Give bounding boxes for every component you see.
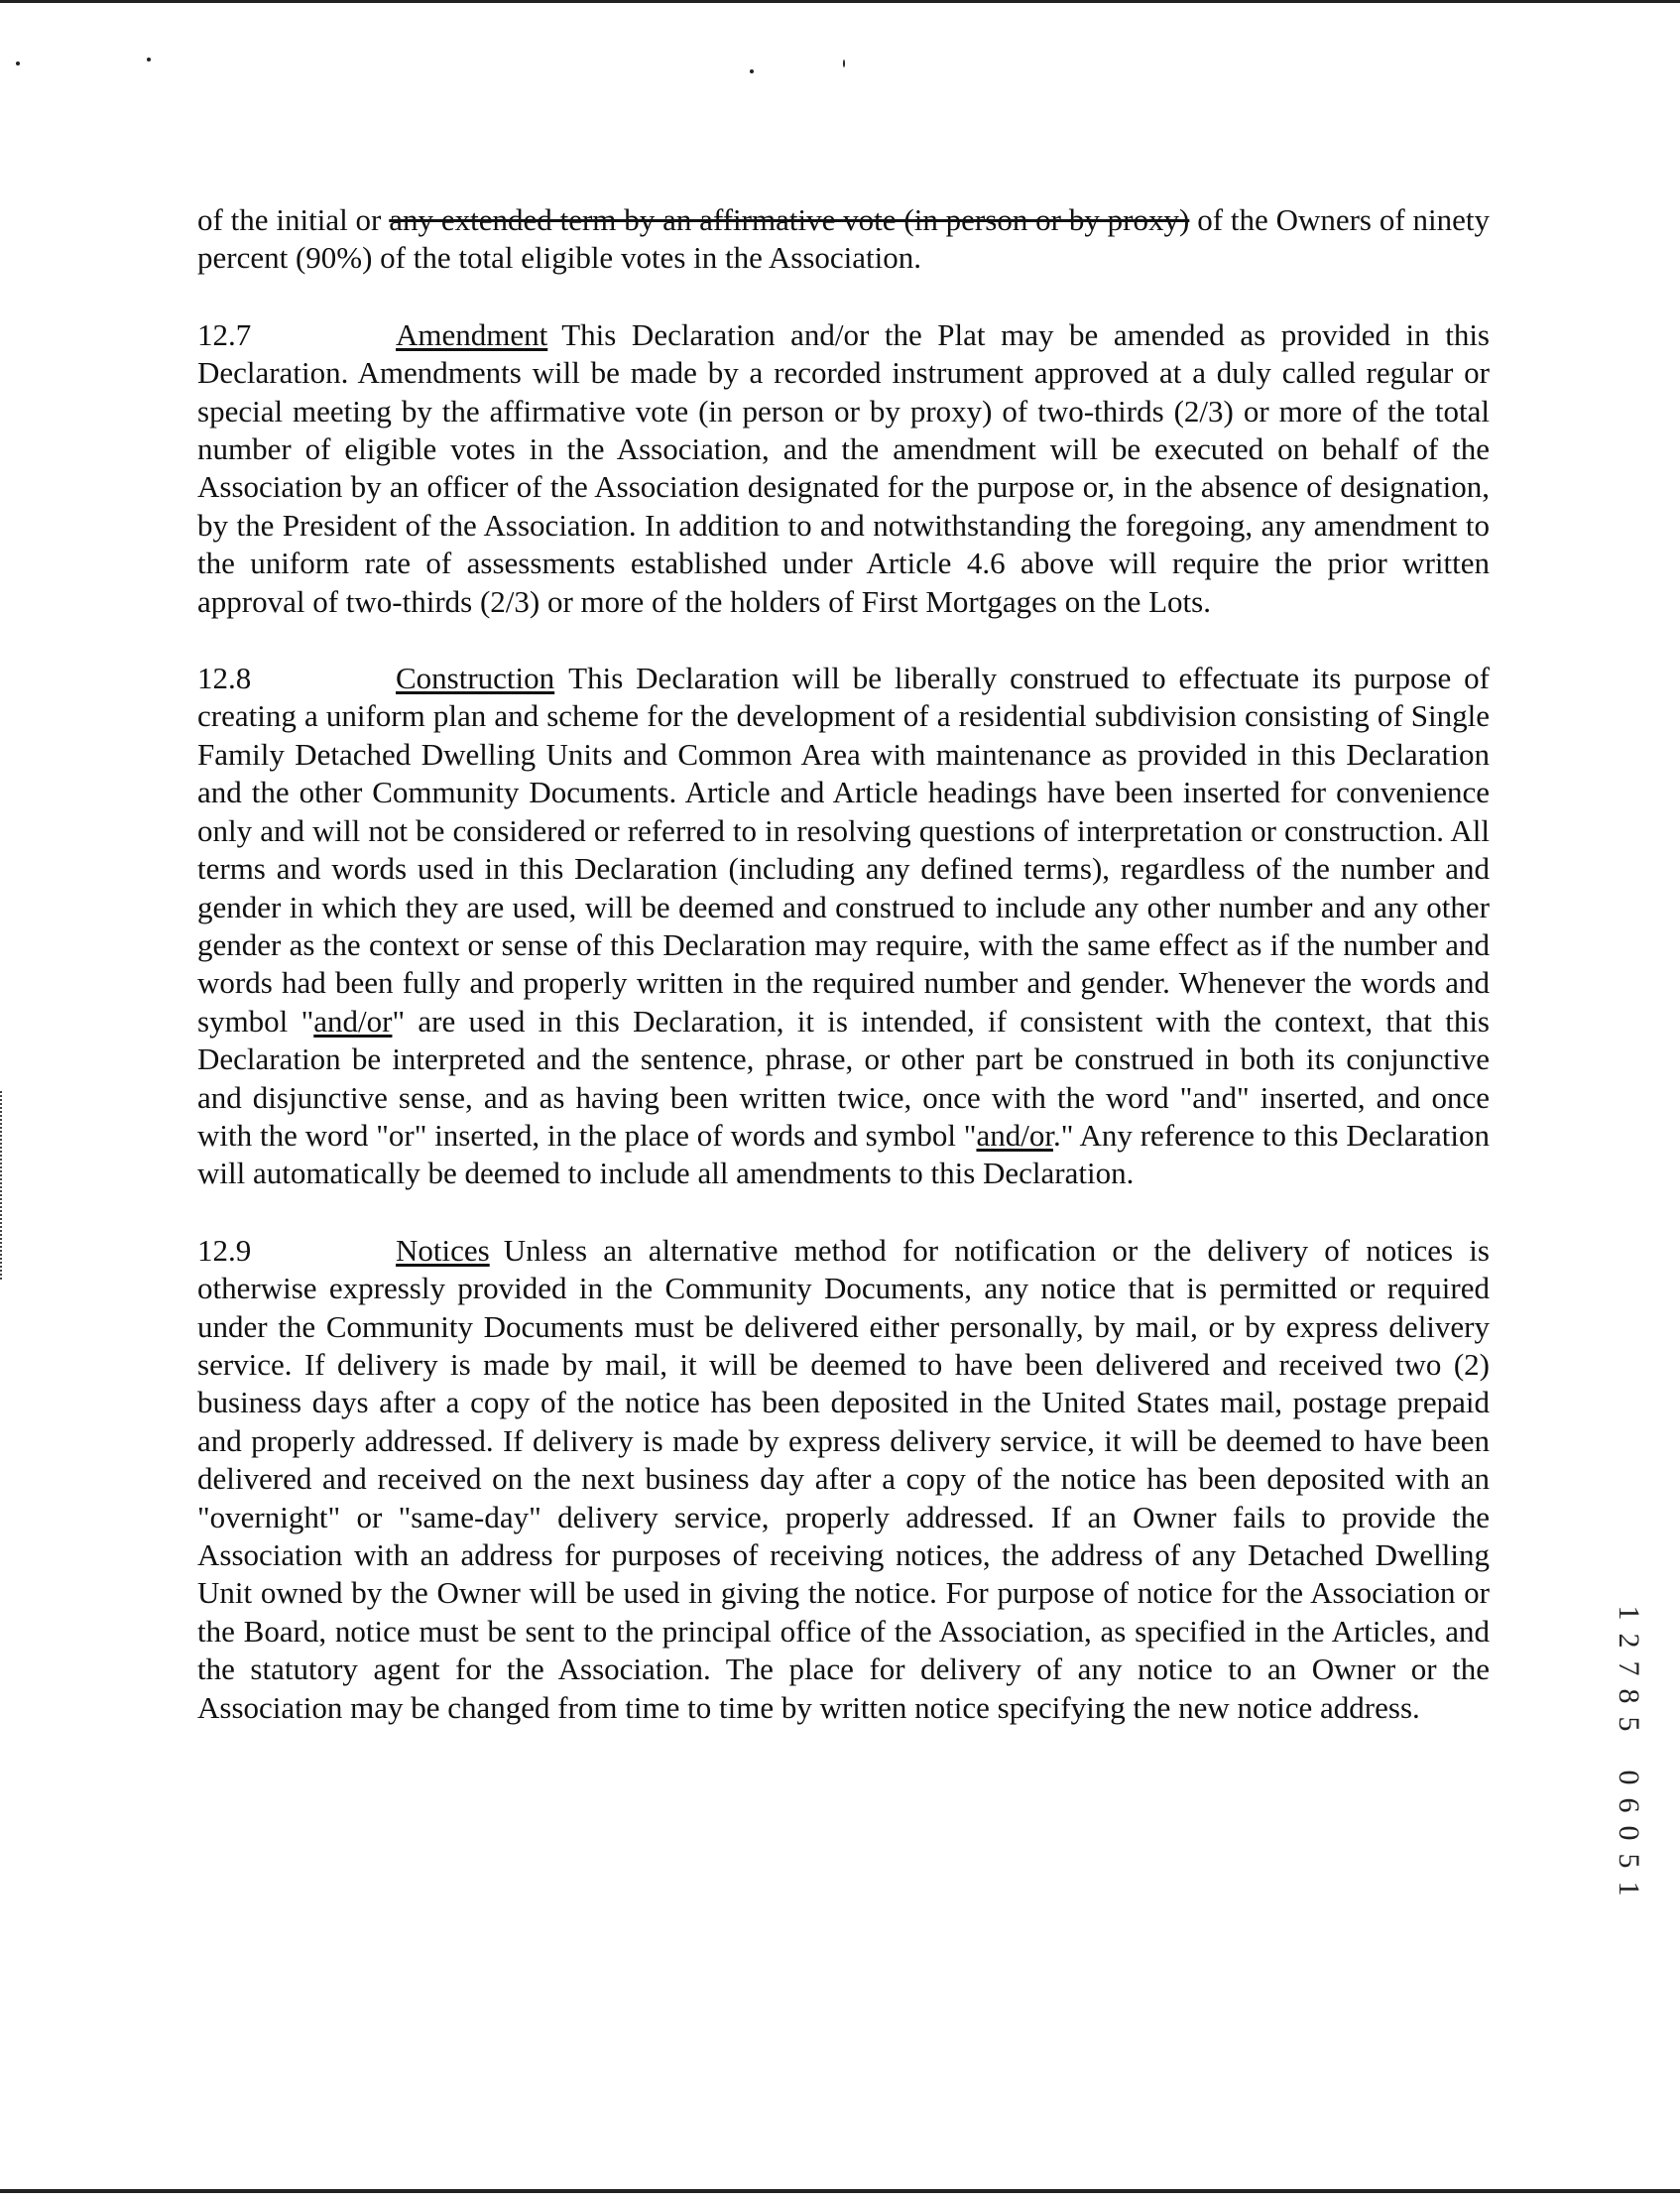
intro-text-end: of the Owners of ninety percent (90%) of the total eligible votes in the Association. xyxy=(197,202,1491,276)
stamp-digit: 1 xyxy=(1613,1881,1645,1896)
section-heading: Notices xyxy=(396,1232,490,1268)
top-border xyxy=(0,0,1680,3)
intro-paragraph xyxy=(197,201,1490,278)
section-12-9 xyxy=(197,1232,1490,1727)
bottom-border xyxy=(0,2189,1680,2193)
stamp-digit: 0 xyxy=(1613,1770,1645,1785)
section-body: ." Any reference to this Declaration will automatically be deemed to include all amendments to this Declaration. xyxy=(197,1117,1491,1191)
document-body xyxy=(197,201,1490,1727)
section-12-8 xyxy=(197,660,1490,1193)
stamp-digit: 1 xyxy=(1613,1605,1645,1621)
section-body: Unless an alternative method for notification or the delivery of notices is otherwise expressly provided in the Community Documents, any notice that is permitted or required under the Community Documents must be delivered either personally, by mail, or by express delivery service. If delivery is made by mail, it will be deemed to have been delivered and received two (2) business days after a copy of the notice has been deposited in the United States mail, postage prepaid and properly addressed. If delivery is made by express delivery service, it will be deemed to have been delivered and received on the next business day after a copy of the notice has been deposited with an "overnight" or "same-day" delivery service, properly addressed. If an Owner fails to provide the Association with an address for purposes of receiving notices, the address of any Detached Dwelling Unit owned by the Owner will be used in giving the notice. For purpose of notice for the Association or the Board, notice must be sent to the principal office of the Association, as specified in the Articles, and the statutory agent for the Association. The place for delivery of any notice to an Owner or the Association may be changed from time to time by written notice specifying the new notice address. xyxy=(197,1232,1490,1725)
stamp-digit: 2 xyxy=(1613,1633,1645,1649)
struck-text: any extended term by an affirmative vote (in person or by proxy) xyxy=(389,202,1190,237)
underlined-term: and/or xyxy=(976,1117,1053,1153)
underlined-term: and/or xyxy=(313,1003,393,1039)
section-number: 12.9 xyxy=(197,1232,252,1268)
scan-speck xyxy=(750,69,754,73)
stamp-digit: 6 xyxy=(1613,1797,1645,1813)
stamp-digit: 5 xyxy=(1613,1853,1645,1869)
section-heading: Amendment xyxy=(396,316,548,352)
stamp-digit: 7 xyxy=(1613,1660,1645,1676)
scan-speck xyxy=(16,61,20,65)
stamp-digit: 5 xyxy=(1613,1716,1645,1732)
intro-text-start: of the initial or xyxy=(197,202,390,237)
scan-edge-marks xyxy=(0,1091,4,1280)
stamp-digit: 0 xyxy=(1613,1825,1645,1841)
section-heading: Construction xyxy=(396,661,555,696)
section-body: " are used in this Declaration, it is intended, if consistent with the context, that this Declaration be interpreted and the sentence, phrase, or other part be construed in both its conjunctive and disjunctive sense, and as having been written twice, once with the word "and" inserted, and once with the word "or" inserted, in the place of words and symbol " xyxy=(197,1003,1490,1153)
stamp-digit: 8 xyxy=(1613,1688,1645,1704)
scan-speck xyxy=(147,58,151,61)
section-12-7 xyxy=(197,316,1490,621)
section-body: This Declaration will be liberally construed to effectuate its purpose of creating a uniform plan and scheme for the development of a residential subdivision consisting of Single Family Detached Dwelling Units and Common Area with maintenance as provided in this Declaration and the other Community Documents. Article and Article headings have been inserted for convenience only and will not be considered or referred to in resolving questions of interpretation or construction. All terms and words used in this Declaration (including any defined terms), regardless of the number and gender in which they are used, will be deemed and construed to include any other number and any other gender as the context or sense of this Declaration may require, with the same effect as if the number and words had been fully and properly written in the required number and gender. Whenever the words and symbol " xyxy=(197,661,1490,1039)
section-body: This Declaration and/or the Plat may be amended as provided in this Declaration. Amendments will be made by a recorded instrument approved at a duly called regular or special meeting by the affirmative vote (in person or by proxy) of two-thirds (2/3) or more of the total number of eligible votes in the Association, and the amendment will be executed on behalf of the Association by an officer of the Association designated for the purpose or, in the absence of designation, by the President of the Association. In addition to and notwithstanding the foregoing, any amendment to the uniform rate of assessments established under Article 4.6 above will require the prior written approval of two-thirds (2/3) or more of the holders of First Mortgages on the Lots. xyxy=(197,316,1490,619)
section-number: 12.7 xyxy=(197,316,252,352)
scan-speck xyxy=(843,60,845,67)
section-number: 12.8 xyxy=(197,661,252,696)
recording-number-stamp xyxy=(1612,1599,1645,1902)
